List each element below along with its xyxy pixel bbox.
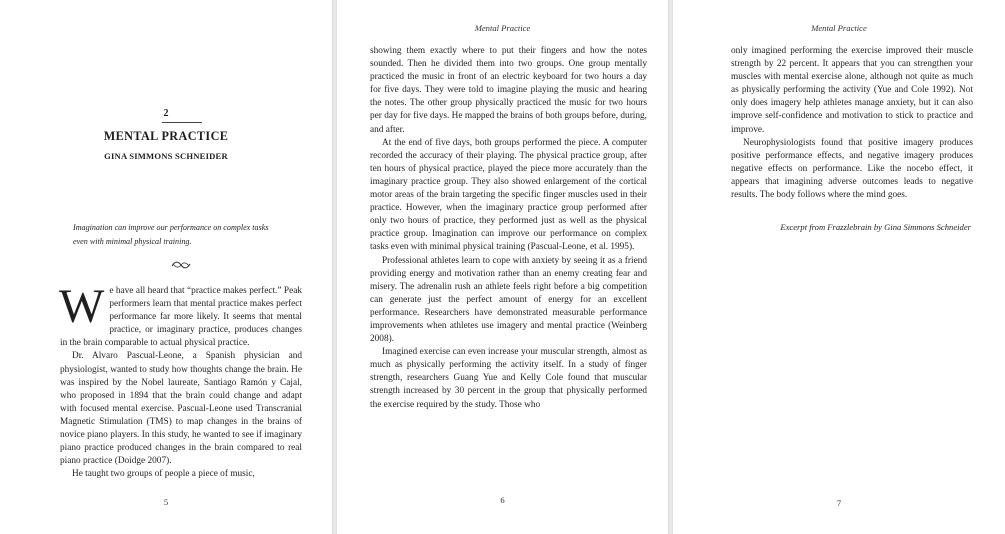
running-head: Mental Practice — [474, 23, 531, 33]
body-paragraph: only imagined performing the exercise improved their muscle strength by 22 percent. It appears that you can strengthen your muscles with mental exercise alone, although not quite as much as physically performing the activity (Yue and Cole 1992). Not only does imagery help athletes manage anxiety, but it can also improve self-confidence and motivation to stick to practice and improve. — [731, 46, 973, 135]
opening-paragraph-text: e have all heard that “practice makes perfect.” Peak performers learn that mental practice makes perfect performance far more likely. It seems that mental practice, or imaginary practice, produces changes in the brain comparable to actual physical practice. — [60, 286, 302, 349]
page-6 — [336, 0, 669, 534]
epigraph-line-2: even with minimal physical training. — [73, 236, 192, 246]
page-number: 6 — [500, 495, 505, 505]
chapter-author: GINA SIMMONS SCHNEIDER — [104, 151, 228, 161]
chapter-number-rule — [162, 122, 202, 123]
page-5 — [0, 0, 333, 534]
drop-cap-letter: W — [59, 280, 105, 333]
running-head: Mental Practice — [811, 23, 867, 33]
page-7-body — [731, 45, 973, 202]
page-7 — [672, 0, 1005, 534]
epigraph-line-1: Imagination can improve our performance on complex tasks — [73, 223, 269, 232]
body-paragraph: showing them exactly where to put their fingers and how the notes sounded. Then he divided them into two groups. One group mentally practiced the music in front of an electric keyboard for two hours a day for five days. They were told to imagine playing the music and hearing the notes. The other group physically practiced the music for two hours per day for five days. He mapped the brains of both groups before, during, and after. — [370, 46, 647, 135]
page-number: 5 — [163, 497, 169, 507]
body-paragraph: At the end of five days, both groups performed the piece. A computer recorded the accuracy of their playing. The physical practice group, after ten hours of physical practice, played the piece more accurately than the imaginary practice group. They also showed enlargement of the cortical motor areas of the brain targeting the specific finger muscles used in their practice. However, when the imaginary practice group performed after only two hours of practice, they performed just as well as the physical practice group. Imagination can improve our performance on complex tasks even with minimal physical training (Pascual-Leone, et al. 1995). — [370, 137, 647, 253]
page-number: 7 — [836, 498, 842, 508]
chapter-epigraph — [73, 221, 295, 248]
excerpt-attribution: Excerpt from Frazzlebrain by Gina Simmons Schneider — [780, 222, 971, 232]
page-6-body — [370, 45, 647, 412]
chapter-title: MENTAL PRACTICE — [103, 129, 229, 143]
body-paragraph: Dr. Alvaro Pascual-Leone, a Spanish physician and physiologist, wanted to study how thoughts change the brain. He was inspired by the Nobel laureate, Santiago Ramón y Cajal, who proposed in 1894 that the brain could change and adapt with focused mental exercise. Pascual-Leone used Transcranial Magnetic Stimulation (TMS) to map changes in the brains of novice piano players. In this study, he wanted to see if imaginary piano practice produced changes in the brain compared to real piano practice (Doidge 2007). — [60, 351, 302, 467]
body-paragraph: He taught two groups of people a piece of music, — [72, 469, 255, 480]
page-5-body — [59, 280, 302, 481]
body-paragraph: Neurophysiologists found that positive imagery produces positive performance effects, and negative imagery produces negative effects on performance. Like the nocebo effect, it appears that imagining adverse outcomes leads to negative results. The body follows where the mind goes. — [731, 137, 973, 201]
body-paragraph: Professional athletes learn to cope with anxiety by seeing it as a friend providing energy and motivation rather than an enemy creating fear and misery. The adrenalin rush an athlete feels right before a big competition can generate just the perfect amount of energy for an excellent performance. Researchers have demonstrated measurable performance improvements when athletes use imagery and mental practice (Weinberg 2008). — [370, 255, 647, 345]
swash-ornament-icon — [170, 260, 192, 270]
body-paragraph: Imagined exercise can even increase your muscular strength, almost as much as physically performing the activity itself. In a study of finger strength, researchers Guang Yue and Kelly Cole found that muscular strength increased by 30 percent in the group that physically performed the exercise required by the study. Those who — [370, 347, 647, 410]
chapter-number: 2 — [163, 108, 169, 119]
opening-paragraph — [59, 280, 302, 350]
